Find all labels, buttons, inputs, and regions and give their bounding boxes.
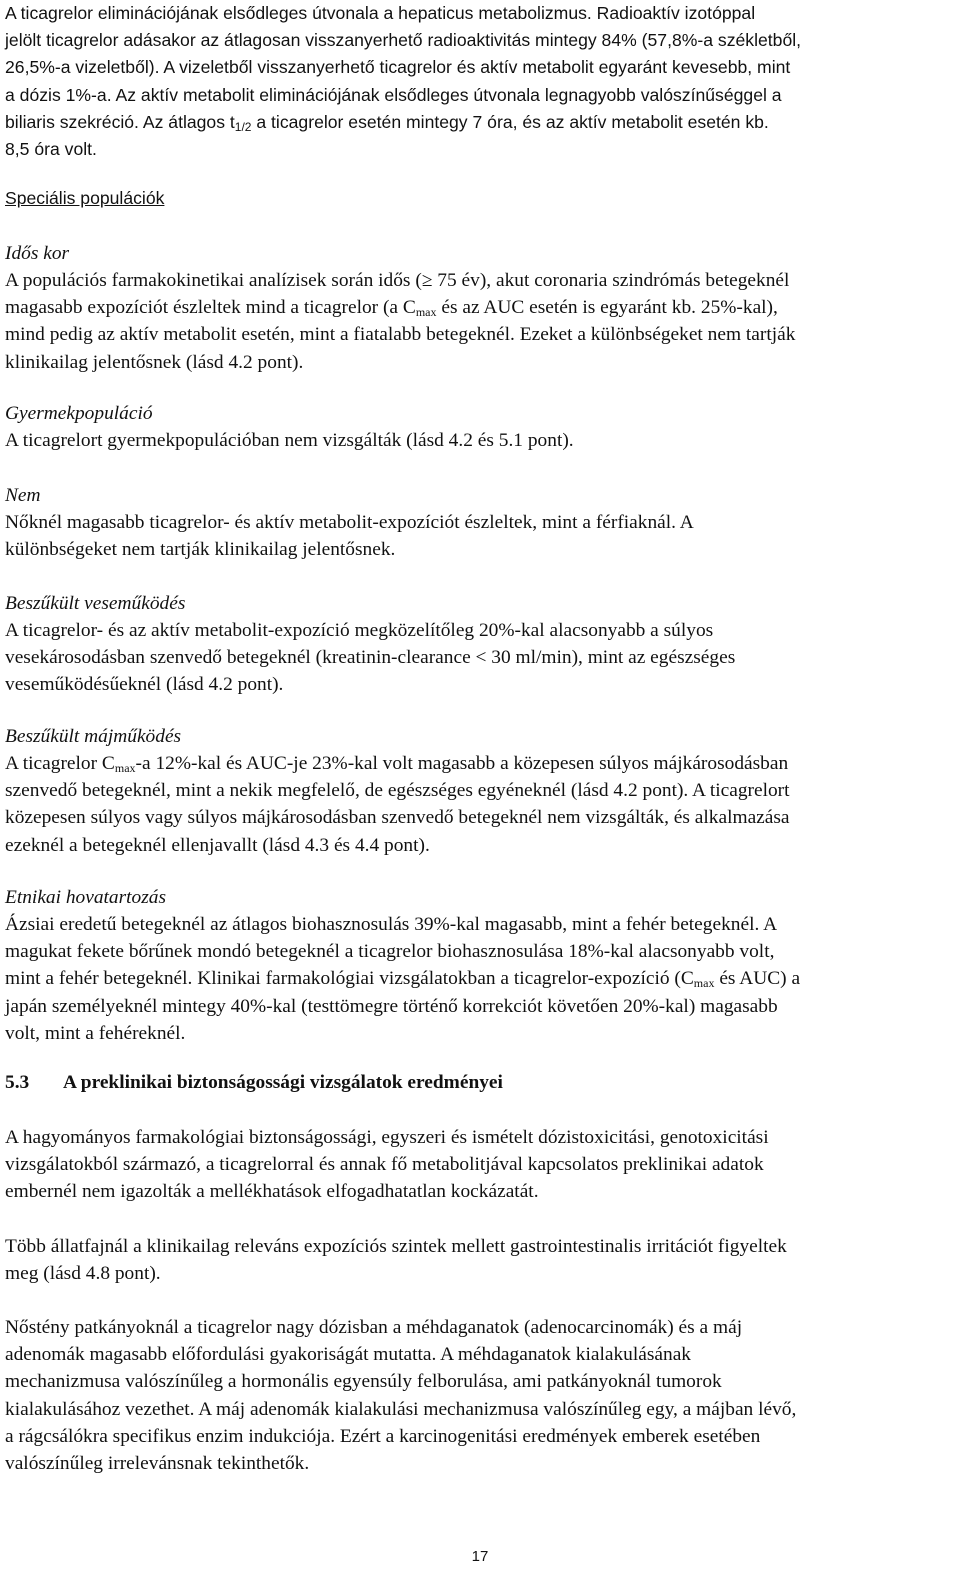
text-segment: és az AUC esetén is egyaránt kb. 25%-kal),	[436, 297, 778, 319]
ethnic-paragraph	[5, 911, 955, 1047]
text-line: 26,5%-a vizeletből). A vizeletből visszanyerhető ticagrelor és aktív metabolit egyaránt kevesebb, mint	[5, 57, 791, 78]
text-line: Több állatfajnál a klinikailag releváns expozíciós szintek mellett gastrointestinalis irritációt figyeltek	[5, 1236, 787, 1257]
hepatic-paragraph	[5, 750, 955, 859]
text-segment: biliaris szekréció. Az átlagos t	[5, 111, 235, 132]
preclinical-paragraph-1	[5, 1124, 955, 1206]
text-line: a dózis 1%-a. Az aktív metabolit eliminációjának elsődleges útvonala legnagyobb valószínűséggel a	[5, 84, 782, 105]
text-line: kialakulásához vezethet. A máj adenomák kialakulási mechanizmusa valószínűleg egy, a májban lévő,	[5, 1398, 797, 1420]
text-line	[5, 965, 955, 992]
text-line: adenomák magasabb előfordulási gyakoriságát mutatta. A méhdaganatok kialakulásának	[5, 1344, 691, 1366]
text-line	[5, 294, 955, 321]
section-5-3-heading	[5, 1069, 955, 1096]
pediatric-heading: Gyermekpopuláció	[5, 403, 153, 424]
text-line: jelölt ticagrelor adásakor az átlagosan visszanyerhető radioaktivitás mintegy 84% (57,8%-a székletből,	[5, 30, 802, 51]
elimination-paragraph	[5, 0, 955, 163]
section-title: A preklinikai biztonságossági vizsgálatok eredményei	[63, 1072, 503, 1093]
text-line: 8,5 óra volt.	[5, 139, 97, 160]
subscript: 1/2	[234, 119, 252, 134]
text-line: vizsgálatokból származó, a ticagrelorral és annak fő metabolitjával kapcsolatos preklinikai adatok	[5, 1154, 764, 1176]
subscript: max	[693, 976, 715, 991]
gender-heading: Nem	[5, 485, 41, 506]
text-line: magukat fekete bőrűnek mondó betegeknél a ticagrelor biohasznosulása 18%-kal alacsonyabb volt,	[5, 941, 775, 963]
text-segment: -a 12%-kal és AUC-je 23%-kal volt magasabb a közepesen súlyos májkárosodásban	[135, 753, 789, 774]
text-line: volt, mint a fehéreknél.	[5, 1022, 186, 1044]
text-line: valószínűleg irrelevánsnak tekinthetők.	[5, 1453, 310, 1475]
special-populations-title: Speciális populációk	[5, 188, 165, 208]
preclinical-paragraph-3	[5, 1314, 955, 1477]
pediatric-paragraph	[5, 427, 955, 454]
text-line: ezeknél a betegeknél ellenjavallt (lásd 4.3 és 4.4 pont).	[5, 834, 430, 856]
text-line: Nőstény patkányoknál a ticagrelor nagy dózisban a méhdaganatok (adenocarcinomák) és a máj	[5, 1317, 743, 1338]
text-segment: magasabb expozíciót észleltek mind a ticagrelor (a C	[5, 297, 416, 319]
text-line: különbségeket nem tartják klinikailag jelentősnek.	[5, 539, 396, 561]
text-line: Nőknél magasabb ticagrelor- és aktív metabolit-expozíciót észleltek, mint a férfiaknál. A	[5, 512, 694, 533]
text-line	[5, 750, 955, 777]
text-line: vesekárosodásban szenvedő betegeknél (kreatinin-clearance < 30 ml/min), mint az egészséges	[5, 647, 736, 669]
ethnic-heading: Etnikai hovatartozás	[5, 887, 167, 908]
text-line: a rágcsálókra specifikus enzim indukciója. Ezért a karcinogenitási eredmények emberek esetében	[5, 1425, 761, 1447]
subscript: max	[415, 305, 437, 320]
text-line: közepesen súlyos vagy súlyos májkárosodásban szenvedő betegeknél nem vizsgálták, és alkalmazása	[5, 807, 790, 829]
text-line: mechanizmusa valószínűleg a hormonális egyensúly felborulása, ami patkányoknál tumorok	[5, 1371, 722, 1393]
text-line: embernél nem igazolták a mellékhatások elfogadhatatlan kockázatát.	[5, 1181, 539, 1203]
renal-paragraph	[5, 617, 955, 699]
text-line: A hagyományos farmakológiai biztonságossági, egyszeri és ismételt dózistoxicitási, genotoxicitási	[5, 1127, 769, 1148]
hepatic-heading: Beszűkült májműködés	[5, 726, 182, 747]
text-segment: mint a fehér betegeknél. Klinikai farmakológiai vizsgálatokban a ticagrelor-expozíció (C	[5, 968, 694, 990]
text-line	[5, 109, 955, 136]
text-segment: és AUC) a	[714, 968, 801, 990]
elderly-heading: Idős kor	[5, 243, 70, 264]
text-line: szenvedő betegeknél, mint a nekik megfelelő, de egészséges egyéneknél (lásd 4.2 pont). A ticagrelort	[5, 780, 790, 802]
section-number: 5.3	[5, 1072, 30, 1093]
elderly-paragraph	[5, 267, 955, 376]
text-segment: A ticagrelor C	[5, 753, 115, 774]
text-line: Ázsiai eredetű betegeknél az átlagos biohasznosulás 39%-kal magasabb, mint a fehér betegeknél. A	[5, 914, 778, 935]
text-line: A ticagrelor eliminációjának elsődleges útvonala a hepaticus metabolizmus. Radioaktív izotóppal	[5, 3, 756, 23]
preclinical-paragraph-2	[5, 1233, 955, 1287]
text-line: veseműködésűeknél (lásd 4.2 pont).	[5, 674, 284, 696]
text-line: klinikailag jelentősnek (lásd 4.2 pont).	[5, 351, 304, 373]
subscript: max	[114, 761, 136, 775]
text-line: A populációs farmakokinetikai analízisek során idős (≥ 75 év), akut coronaria szindrómás betegeknél	[5, 270, 790, 291]
renal-heading: Beszűkült veseműködés	[5, 593, 186, 614]
text-line: A ticagrelor- és az aktív metabolit-expozíció megközelítőleg 20%-kal alacsonyabb a súlyos	[5, 620, 714, 641]
text-segment: a ticagrelor esetén mintegy 7 óra, és az aktív metabolit esetén kb.	[251, 111, 769, 132]
text-line: meg (lásd 4.8 pont).	[5, 1263, 161, 1285]
text-line: A ticagrelort gyermekpopulációban nem vizsgálták (lásd 4.2 és 5.1 pont).	[5, 430, 574, 451]
page-number: 17	[471, 1548, 489, 1565]
text-line: japán személyeknél mintegy 40%-kal (testtömegre történő korrekciót követően 20%-kal) magasabb	[5, 995, 778, 1017]
text-line: mind pedig az aktív metabolit esetén, mint a fiatalabb betegeknél. Ezeket a különbségeket nem tartják	[5, 324, 796, 346]
gender-paragraph	[5, 509, 955, 563]
